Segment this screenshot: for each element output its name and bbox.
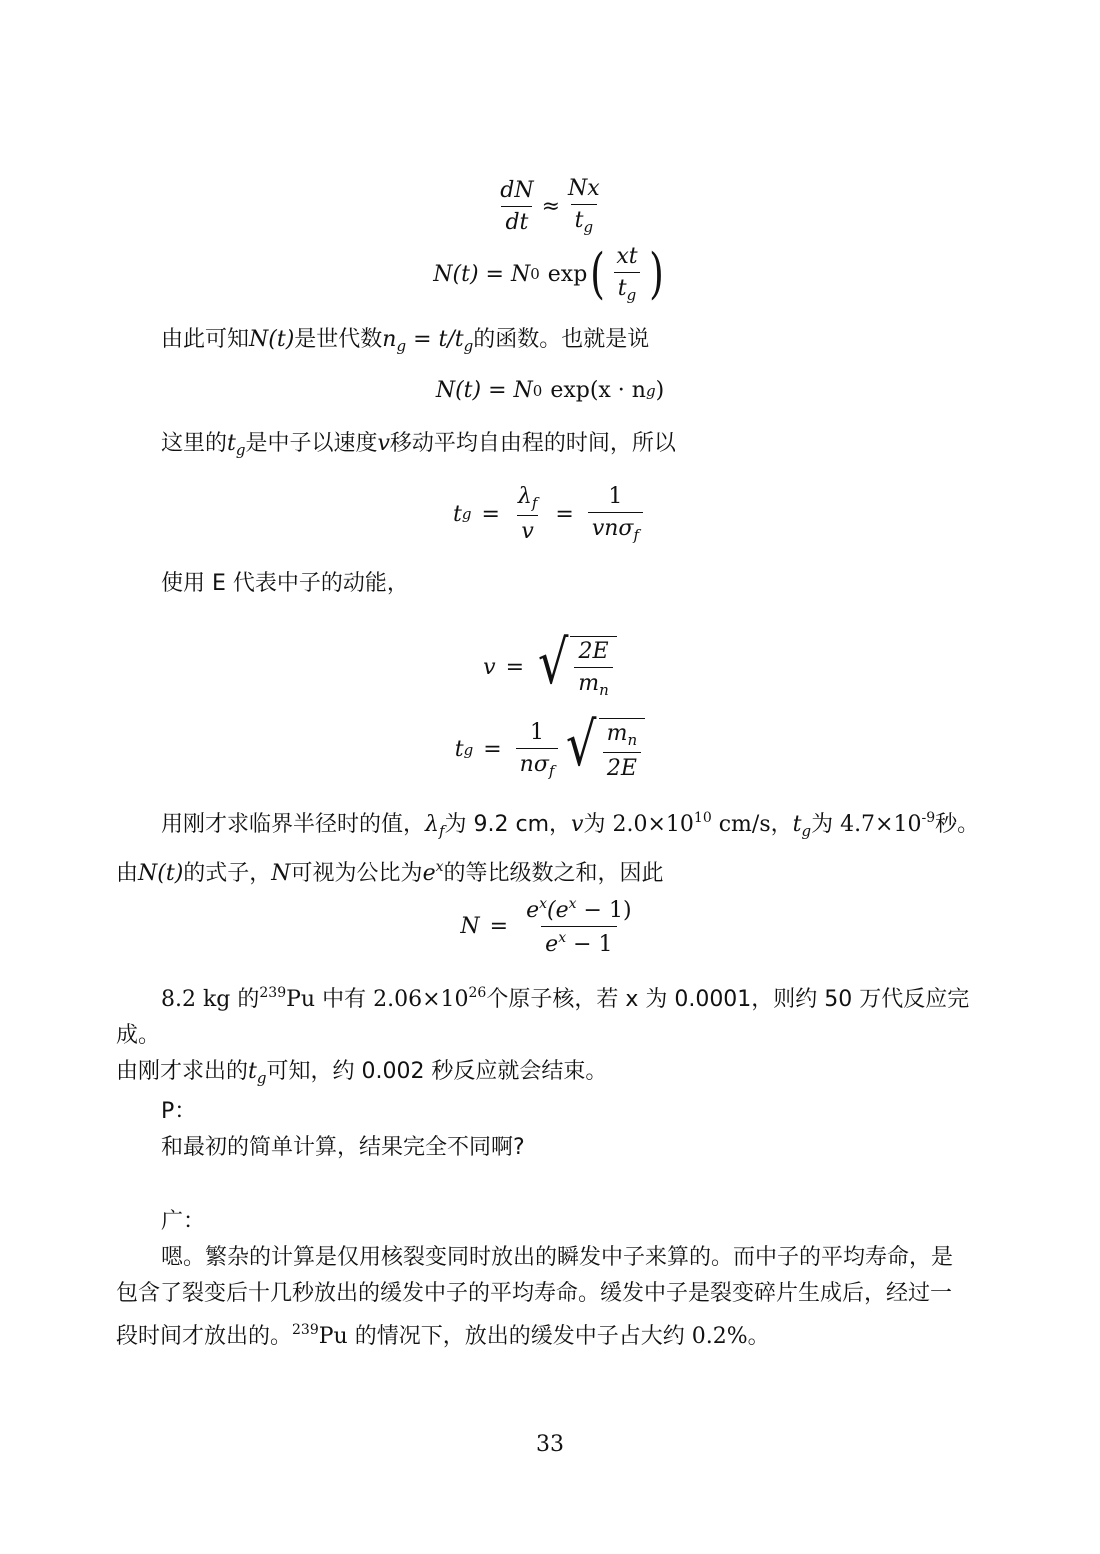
text: 为 9.2 cm， [444,812,572,837]
equation-n-of-t-exp [0,244,1100,304]
eq-text: ≈ [541,193,561,219]
eq-text: g [645,381,656,400]
math-text: x [435,859,444,875]
eq-text: 1 [530,719,545,745]
eq-text: N [460,914,480,939]
eq-text: x [539,896,548,912]
text: 用刚才求临界半径时的值， [161,812,426,837]
text: 秒。 [935,812,980,837]
speaker-label: 广： [161,1209,206,1234]
text: 使用 E 代表中子的动能， [161,571,409,596]
text: 的等比级数之和，因此 [443,861,664,886]
math-text: f [438,822,445,840]
eq-text: m [606,721,628,746]
eq-text: dN [500,177,534,203]
math-text: g [235,441,246,459]
math-text: n [382,327,397,352]
eq-text: x [568,896,577,912]
eq-text: g [463,740,474,759]
eq-text: v [483,655,496,680]
eq-text: t [617,276,627,301]
dialogue-text: 和最初的简单计算，结果完全不同啊? [161,1135,525,1160]
left-paren: ( [590,242,606,305]
eq-text: f [531,494,538,512]
text: 个原子核，若 x 为 0.0001，则约 50 万代反应完成。 [116,987,970,1048]
eq-text: m [578,671,600,696]
text: 是中子以速度 [245,431,378,456]
text: 的函数。也就是说 [473,327,650,352]
equation-tg-energy: t g = $\frac{1}{n\sigma_f}$ √ $\frac{m_n}{2E}$ [0,718,1100,781]
math-text: g [396,337,407,355]
eq-text: t [454,737,464,762]
fraction [522,896,635,957]
text: cm/s， [711,812,793,837]
text: 为 4.7×10 [811,812,922,837]
math-text: N(t) [138,861,184,886]
eq-text: n [627,731,638,749]
math-text: = t/t [406,327,464,352]
fraction [516,720,559,780]
paragraph-generation-number [116,322,986,364]
eq-text: − 1 [566,932,613,957]
eq-text: λ [517,484,532,509]
eq-text: exp [547,261,588,287]
eq-text: x [558,930,567,946]
text: 由刚才求出的 [116,1059,249,1084]
eq-text: N(t) = N [433,261,531,287]
dialogue-text: 包含了裂变后十几秒放出的缓发中子的平均寿命。缓发中子是裂变碎片生成后，经过一 [116,1281,953,1306]
page-number: 33 [536,1432,564,1457]
eq-text: 2E [606,756,637,781]
equation-tg-lambda: t g = $\frac{\lambda_f}{v}$ = $\frac{1}{vn\sigma_f}$ [0,484,1100,544]
text: 这里的 [161,431,228,456]
paragraph-pu-nuclei [116,975,986,1096]
eq-text: exp(x · n [550,378,646,403]
text: -9 [921,810,936,826]
math-text: N(t) [249,327,295,352]
eq-text: g [461,505,472,523]
math-text: N [271,861,291,886]
eq-text: 0 [530,265,540,283]
eq-text: n [599,681,609,699]
math-text: t [227,431,236,456]
math-text: g [256,1069,267,1087]
equation-n-of-t-generations [0,378,1100,403]
text: 可知，约 0.002 秒反应就会结束。 [266,1059,608,1084]
math-text: v [377,431,390,456]
eq-text: 2E [578,639,609,664]
fraction [603,721,642,781]
eq-text: ) [655,378,665,403]
math-text: g [801,822,812,840]
square-root: √ $\frac{m_n}{2E}$ [562,718,645,781]
text: 由 [116,861,139,886]
math-text: λ [425,812,439,837]
speaker-label: P： [161,1099,197,1124]
eq-text: g [583,218,594,236]
text: 由此可知 [161,327,250,352]
dialogue-p [116,1094,986,1166]
eq-text: t [452,501,462,527]
math-text: v [571,812,584,837]
text: 为 2.0×10 [583,812,694,837]
eq-text: − 1) [576,898,632,923]
paragraph-values [116,800,986,892]
eq-text: e [545,932,559,957]
text: 239 [292,1322,319,1338]
fraction [496,178,537,235]
eq-text: N(t) = N [435,378,533,403]
eq-text: f [633,526,640,544]
text: 的式子， [183,861,272,886]
fraction [588,484,643,544]
eq-text: v [521,519,534,544]
dialogue-text: 段时间才放出的。 [116,1324,293,1349]
eq-text: Nx [568,176,600,201]
fraction [564,176,604,236]
square-root: √ $\frac{2E}{m_n}$ [534,636,617,699]
math-text: e [422,861,436,886]
dialogue-guang [116,1204,986,1355]
fraction [574,639,613,699]
eq-text: g [626,286,637,304]
eq-text: 0 [532,381,543,400]
fraction [612,244,641,304]
paragraph-kinetic-energy [116,566,986,602]
text: 239 [259,985,287,1001]
text: 10 [693,810,712,826]
text: 移动平均自由程的时间，所以 [389,431,676,456]
text: 8.2 kg 的 [161,987,260,1012]
equation-dn-dt [0,176,1100,236]
math-text: g [463,337,474,355]
math-text: t [248,1059,257,1084]
math-text: t [792,812,802,837]
paragraph-tg-definition [116,426,986,468]
eq-text: 1 [608,484,623,509]
text: 可视为公比为 [290,861,423,886]
right-paren: ) [648,242,664,305]
eq-text: e [526,898,540,923]
eq-text: vnσ [591,516,634,541]
dialogue-text: 嗯。繁杂的计算是仅用核裂变同时放出的瞬发中子来算的。而中子的平均寿命，是 [161,1245,954,1270]
text: Pu 中有 2.06×10 [286,987,469,1012]
text: 是世代数 [294,327,383,352]
eq-text: t [574,208,584,233]
eq-text: (e [547,898,569,923]
equation-geometric-sum: N = $\frac{e^x(e^x - 1)}{e^x - 1}$ [0,896,1100,957]
eq-text: dt [505,209,529,235]
equation-velocity: v = √ $\frac{2E}{m_n}$ [0,636,1100,699]
text: 26 [468,985,487,1001]
eq-text: xt [616,244,638,269]
fraction [514,484,542,544]
eq-text: nσ [519,751,549,777]
eq-text: f [548,761,555,780]
text: Pu 的情况下，放出的缓发中子占大约 0.2%。 [318,1324,770,1349]
